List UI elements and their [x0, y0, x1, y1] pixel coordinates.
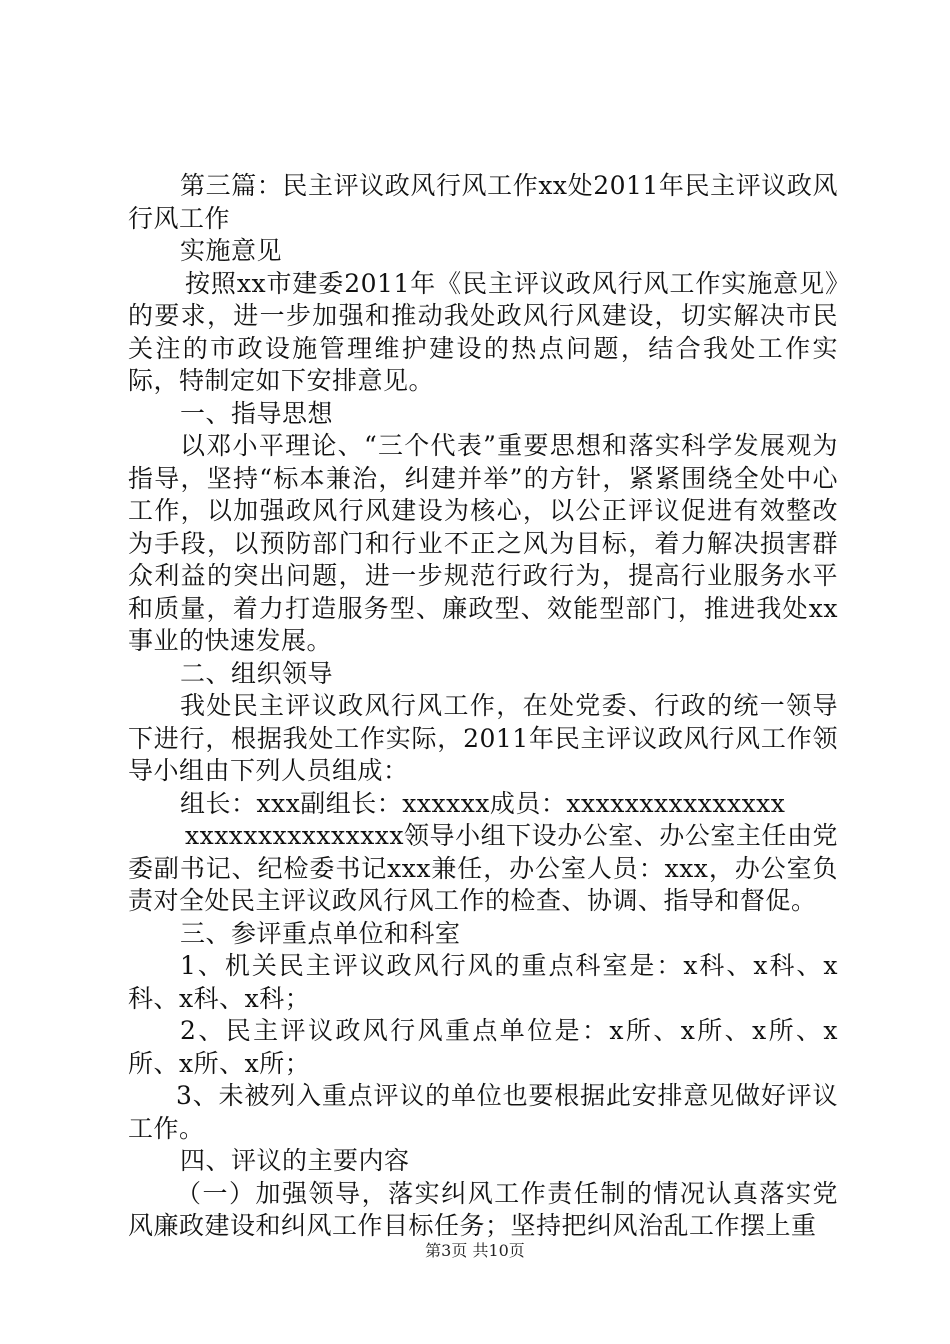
section-heading-guiding-ideology: 一、指导思想 — [180, 398, 334, 428]
key-units-item-2: 2、民主评议政风行风重点单位是：x所、x所、x所、x所、x所、x所； — [128, 1016, 838, 1078]
document-subtitle: 实施意见 — [180, 236, 283, 265]
key-units-item-3: 3、未被列入重点评议的单位也要根据此安排意见做好评议工作。 — [128, 1081, 838, 1143]
members-line: 组长：xxx副组长：xxxxxx成员：xxxxxxxxxxxxxxx — [180, 788, 786, 818]
main-content-paragraph: （一）加强领导，落实纠风工作责任制的情况认真落实党风廉政建设和纠风工作目标任务；坚持把纠风治乱工作摆上重 — [128, 1178, 838, 1240]
office-paragraph: xxxxxxxxxxxxxxx领导小组下设办公室、办公室主任由党委副书记、纪检委书记xxx兼任，办公室人员：xxx，办公室负责对全处民主评议政风行风工作的检查、协调、指导和督促。 — [128, 821, 838, 915]
intro-paragraph: 按照xx市建委2011年《民主评议政风行风工作实施意见》的要求，进一步加强和推动我处政风行风建设，切实解决市民关注的市政设施管理维护建设的热点问题，结合我处工作实际，特制定如下安排意见。 — [128, 268, 838, 395]
page-number-footer: 第3页 共10页 — [425, 1241, 525, 1260]
key-units-item-1: 1、机关民主评议政风行风的重点科室是：x科、x科、x科、x科、x科； — [128, 951, 838, 1013]
section-heading-key-units: 三、参评重点单位和科室 — [180, 918, 461, 948]
section-heading-main-content: 四、评议的主要内容 — [180, 1146, 410, 1175]
organization-paragraph: 我处民主评议政风行风工作，在处党委、行政的统一领导下进行，根据我处工作实际，2011年民主评议政风行风工作领导小组由下列人员组成： — [128, 691, 838, 785]
document-body — [128, 170, 838, 1243]
section-heading-organization: 二、组织领导 — [180, 658, 334, 688]
guiding-ideology-paragraph: 以邓小平理论、“三个代表”重要思想和落实科学发展观为指导，坚持“标本兼治，纠建并举”的方针，紧紧围绕全处中心工作，以加强政风行风建设为核心，以公正评议促进有效整改为手段，以预防部门和行业不正之风为目标，着力解决损害群众利益的突出问题，进一步规范行政行为，提高行业服务水平和质量，着力打造服务型、廉政型、效能型部门，推进我处xx事业的快速发展。 — [128, 431, 838, 655]
document-title: 第三篇：民主评议政风行风工作xx处2011年民主评议政风行风工作 — [128, 171, 838, 233]
